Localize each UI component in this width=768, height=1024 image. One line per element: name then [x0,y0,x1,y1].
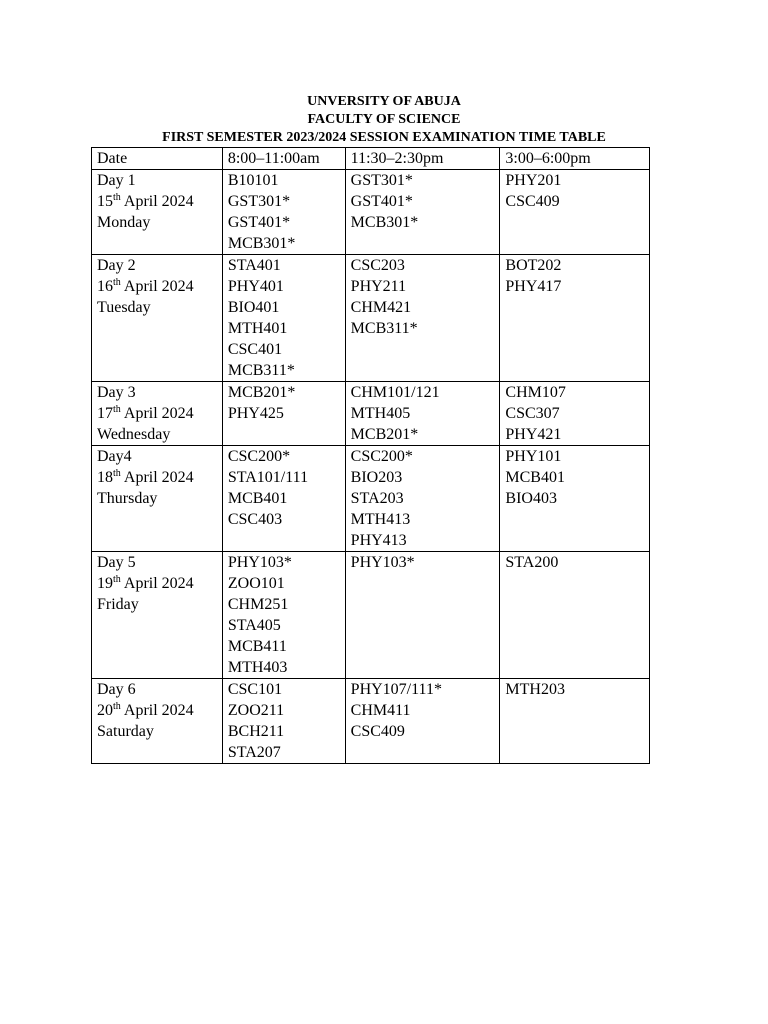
date-cell [92,255,223,382]
course-code: PHY101 [505,448,562,465]
course-code: BIO203 [350,469,403,486]
weekday-label: Monday [97,214,151,231]
course-code: BIO403 [505,490,557,507]
column-header-morning: 8:00–11:00am [222,148,345,170]
document-title: FIRST SEMESTER 2023/2024 SESSION EXAMINATION TIME TABLE [162,130,606,145]
course-code: ZOO101 [227,575,285,592]
course-code: CSC409 [350,723,405,740]
column-header-afternoon: 3:00–6:00pm [500,148,650,170]
day-label: Day 5 [97,554,136,571]
exam-timetable [91,147,650,764]
header-row [92,148,650,170]
course-code: STA101/111 [227,469,309,486]
course-code: STA200 [505,554,559,571]
course-code: CSC101 [227,681,283,698]
date-month-year: April 2024 [120,278,194,295]
course-code: MCB411 [227,638,287,655]
day-label: Day 1 [97,172,136,189]
date-suffix: th [113,192,121,203]
course-code: CSC403 [227,511,283,528]
course-code: ZOO211 [227,702,285,719]
afternoon-slot-cell [500,255,650,382]
course-code: CSC203 [350,257,405,274]
course-code: MTH203 [505,681,565,698]
course-code: PHY401 [227,278,284,295]
faculty-name: FACULTY OF SCIENCE [307,112,461,127]
table-row [92,552,650,679]
course-code: STA401 [227,257,281,274]
course-code: MTH405 [350,405,411,422]
table-row [92,255,650,382]
university-name: UNVERSITY OF ABUJA [307,94,461,109]
table-row [92,446,650,552]
table-row [92,170,650,255]
course-code: MCB201* [350,426,419,443]
course-code: STA203 [350,490,404,507]
course-code: MCB301* [227,235,296,252]
course-code: CSC200* [227,448,291,465]
date-line [97,276,222,297]
date-line [97,573,222,594]
document-header [0,93,768,147]
date-cell [92,552,223,679]
date-number: 15 [97,193,113,210]
course-code: CHM421 [350,299,412,316]
course-code: STA207 [227,744,281,761]
course-code: GST301* [350,172,413,189]
course-code: CSC401 [227,341,283,358]
date-month-year: April 2024 [120,469,194,486]
date-month-year: April 2024 [120,193,194,210]
course-code: GST401* [350,193,413,210]
midday-slot-cell [345,552,500,679]
course-code: BOT202 [505,257,562,274]
course-code: PHY413 [350,532,407,549]
table-row [92,679,650,764]
day-label: Day 2 [97,257,136,274]
date-cell [92,446,223,552]
date-suffix: th [113,277,121,288]
table-row [92,382,650,446]
course-code: MTH403 [227,659,288,676]
course-code: CHM411 [350,702,411,719]
date-cell [92,382,223,446]
morning-slot-cell [222,382,345,446]
weekday-label: Friday [97,596,139,613]
course-code: MCB401 [505,469,565,486]
midday-slot-cell [345,382,500,446]
midday-slot-cell [345,170,500,255]
afternoon-slot-cell [500,382,650,446]
course-code: STA405 [227,617,281,634]
morning-slot-cell [222,446,345,552]
course-code: PHY425 [227,405,284,422]
course-code: PHY211 [350,278,407,295]
course-code: CHM107 [505,384,566,401]
date-number: 17 [97,405,113,422]
course-code: MTH401 [227,320,288,337]
date-cell [92,170,223,255]
date-number: 16 [97,278,113,295]
course-code: MCB201* [227,384,296,401]
morning-slot-cell [222,679,345,764]
course-code: GST301* [227,193,291,210]
course-code: BIO401 [227,299,280,316]
course-code: MCB311* [227,362,295,379]
course-code: CSC200* [350,448,413,465]
date-suffix: th [113,701,121,712]
course-code: CHM251 [227,596,289,613]
column-header-date: Date [92,148,223,170]
morning-slot-cell [222,255,345,382]
date-suffix: th [113,468,121,479]
course-code: PHY421 [505,426,562,443]
weekday-label: Tuesday [97,299,151,316]
date-line [97,191,222,212]
weekday-label: Wednesday [97,426,171,443]
midday-slot-cell [345,679,500,764]
date-month-year: April 2024 [120,405,194,422]
date-number: 19 [97,575,113,592]
course-code: CHM101/121 [350,384,440,401]
midday-slot-cell [345,446,500,552]
day-label: Day 3 [97,384,136,401]
date-suffix: th [113,574,121,585]
course-code: MCB301* [350,214,419,231]
morning-slot-cell [222,552,345,679]
course-code: PHY107/111* [350,681,442,698]
date-line [97,700,222,721]
afternoon-slot-cell [500,446,650,552]
midday-slot-cell [345,255,500,382]
course-code: MTH413 [350,511,411,528]
course-code: CSC307 [505,405,560,422]
date-cell [92,679,223,764]
date-number: 20 [97,702,113,719]
course-code: CSC409 [505,193,560,210]
weekday-label: Saturday [97,723,154,740]
date-number: 18 [97,469,113,486]
course-code: BCH211 [227,723,285,740]
date-suffix: th [113,404,121,415]
date-line [97,403,222,424]
course-code: MCB311* [350,320,418,337]
course-code: PHY417 [505,278,562,295]
day-label: Day4 [97,448,132,465]
course-code: PHY103* [350,554,415,571]
morning-slot-cell [222,170,345,255]
course-code: PHY201 [505,172,562,189]
afternoon-slot-cell [500,552,650,679]
afternoon-slot-cell [500,170,650,255]
day-label: Day 6 [97,681,136,698]
date-month-year: April 2024 [120,702,194,719]
afternoon-slot-cell [500,679,650,764]
course-code: B10101 [227,172,279,189]
course-code: MCB401 [227,490,288,507]
course-code: PHY103* [227,554,292,571]
course-code: GST401* [227,214,291,231]
date-month-year: April 2024 [120,575,194,592]
weekday-label: Thursday [97,490,158,507]
date-line [97,467,222,488]
column-header-midday: 11:30–2:30pm [345,148,500,170]
